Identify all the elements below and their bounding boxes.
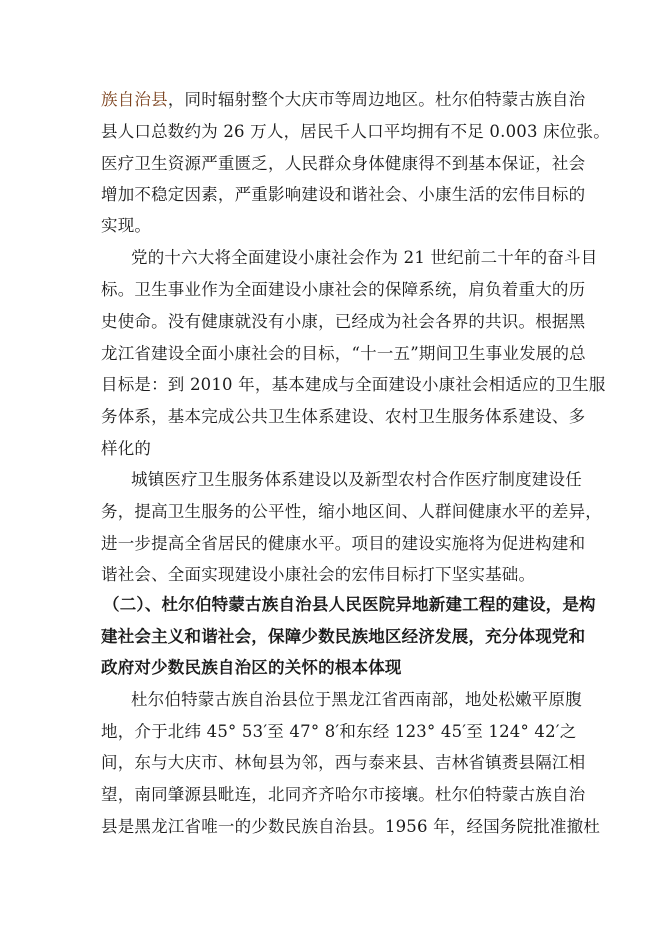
p1-line-1-text: ，同时辐射整个大庆市等周边地区。杜尔伯特蒙古族自治 bbox=[167, 90, 586, 109]
p4-line-4: 望，南同肇源县毗连，北同齐齐哈尔市接壤。杜尔伯特蒙古族自治 bbox=[101, 785, 586, 804]
p2-line-5: 目标是：到 2010 年，基本建成与全面建设小康社会相适应的卫生服 bbox=[101, 375, 606, 394]
p1-accent-text: 族自治县 bbox=[101, 90, 168, 109]
p1-line-1 bbox=[101, 89, 586, 111]
p1-line-2: 县人口总数约为 26 万人，居民千人口平均拥有不足 0.003 床位张。 bbox=[101, 122, 610, 141]
p4-line-3: 间，东与大庆市、林甸县为邻，西与泰来县、吉林省镇赉县隔江相 bbox=[101, 753, 586, 772]
p3-line-1: 城镇医疗卫生服务体系建设以及新型农村合作医疗制度建设任 bbox=[131, 470, 582, 489]
p1-line-5: 实现。 bbox=[101, 216, 152, 235]
p2-line-3: 史使命。没有健康就没有小康，已经成为社会各界的共识。根据黑 bbox=[101, 312, 586, 331]
p4-line-2: 地，介于北纬 45° 53′至 47° 8′和东经 123° 45′至 124° 42′之 bbox=[101, 722, 577, 741]
p4-line-5: 县是黑龙江省唯一的少数民族自治县。1956 年，经国务院批准撤杜 bbox=[101, 817, 601, 836]
p4-line-1: 杜尔伯特蒙古族自治县位于黑龙江省西南部，地处松嫩平原腹 bbox=[131, 690, 582, 709]
p2-line-1: 党的十六大将全面建设小康社会作为 21 世纪前二十年的奋斗目 bbox=[131, 248, 598, 267]
section-heading-line-3: 政府对少数民族自治区的关怀的根本体现 bbox=[101, 658, 402, 677]
p2-line-2: 标。卫生事业作为全面建设小康社会的保障系统，肩负着重大的历 bbox=[101, 280, 586, 299]
section-heading-line-1: （二）、杜尔伯特蒙古族自治县人民医院异地新建工程的建设，是构 bbox=[103, 595, 596, 614]
p1-line-3: 医疗卫生资源严重匮乏，人民群众身体健康得不到基本保证，社会 bbox=[101, 154, 586, 173]
p2-line-7: 样化的 bbox=[101, 439, 152, 458]
p2-line-6: 务体系，基本完成公共卫生体系建设、农村卫生服务体系建设、多 bbox=[101, 407, 586, 426]
section-heading-line-2: 建社会主义和谐社会，保障少数民族地区经济发展，充分体现党和 bbox=[101, 627, 586, 646]
p3-line-2: 务，提高卫生服务的公平性，缩小地区间、人群间健康水平的差异， bbox=[101, 502, 602, 521]
p2-line-4: 龙江省建设全面小康社会的目标，“十一五”期间卫生事业发展的总 bbox=[101, 344, 586, 363]
p1-line-4: 增加不稳定因素，严重影响建设和谐社会、小康生活的宏伟目标的 bbox=[101, 185, 586, 204]
p3-line-4: 谐社会、全面实现建设小康社会的宏伟目标打下坚实基础。 bbox=[101, 565, 536, 584]
p3-line-3: 进一步提高全省居民的健康水平。项目的建设实施将为促进构建和 bbox=[101, 534, 586, 553]
